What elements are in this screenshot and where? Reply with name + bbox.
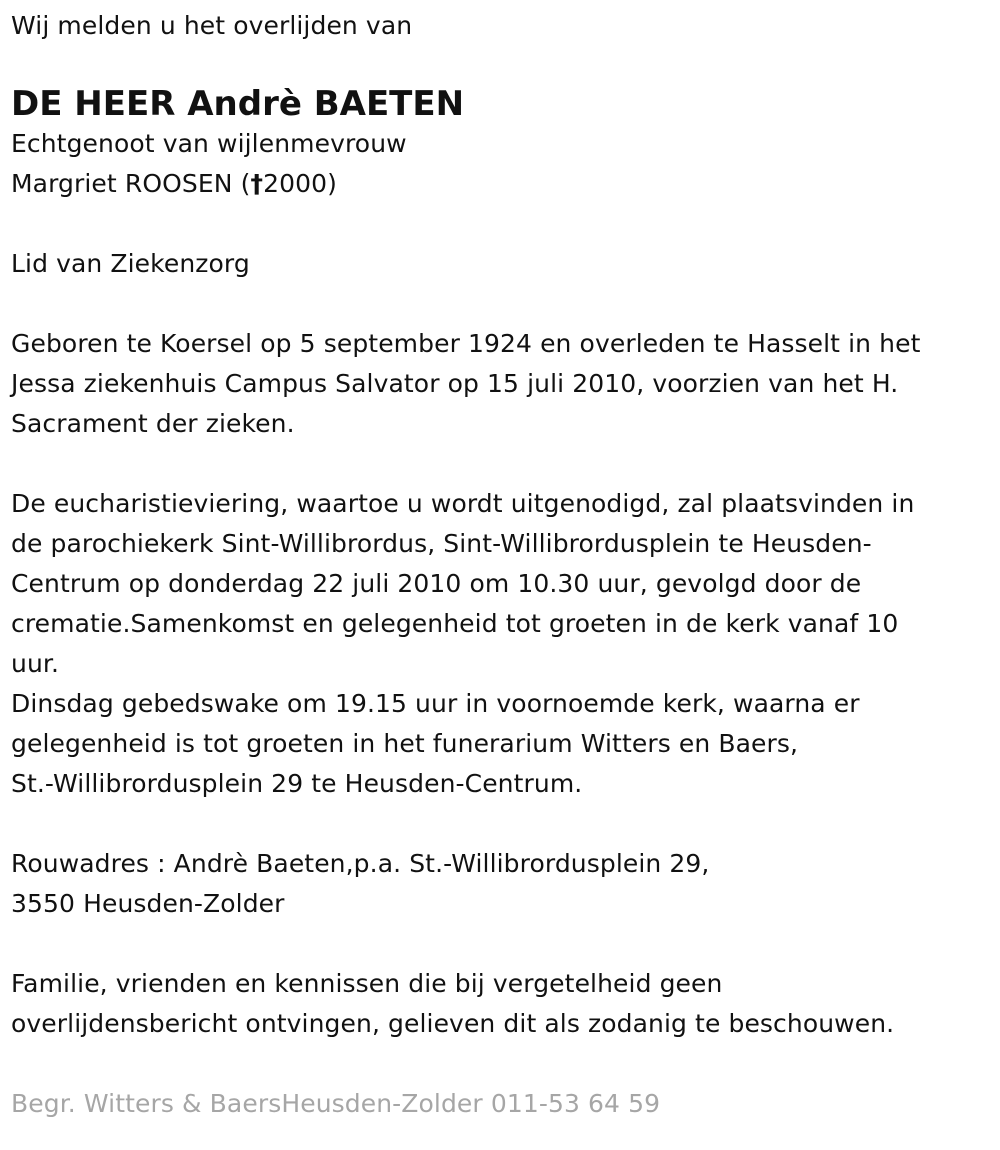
paragraph-line: de parochiekerk Sint-Willibrordus, Sint-Willibrordusplein te Heusden-	[11, 529, 872, 558]
paragraph-line: Sacrament der zieken.	[11, 409, 295, 438]
spacer	[11, 204, 1000, 244]
paragraph-line: Dinsdag gebedswake om 19.15 uur in voornoemde kerk, waarna er	[11, 689, 860, 718]
birth-death-paragraph	[11, 324, 1000, 444]
paragraph-line: Jessa ziekenhuis Campus Salvator op 15 juli 2010, voorzien van het H.	[11, 369, 899, 398]
deceased-name: DE HEER Andrè BAETEN	[11, 84, 465, 124]
spouse-name: Margriet ROOSEN (	[11, 169, 251, 198]
mourning-address	[11, 844, 1000, 924]
cross-icon: †	[250, 169, 264, 198]
spouse-line-2	[11, 164, 1000, 204]
paragraph-line: uur.	[11, 649, 60, 678]
paragraph-line: Familie, vrienden en kennissen die bij vergetelheid geen	[11, 969, 723, 998]
ceremony-paragraph	[11, 484, 1000, 804]
paragraph-line: crematie.Samenkomst en gelegenheid tot groeten in de kerk vanaf 10	[11, 609, 899, 638]
paragraph-line: De eucharistieviering, waartoe u wordt uitgenodigd, zal plaatsvinden in	[11, 489, 915, 518]
spacer	[11, 924, 1000, 964]
notice-paragraph	[11, 964, 1000, 1044]
spacer	[11, 444, 1000, 484]
paragraph-line: Geboren te Koersel op 5 september 1924 en overleden te Hasselt in het	[11, 329, 921, 358]
spacer	[11, 1044, 1000, 1084]
spouse-death-year: 2000)	[263, 169, 337, 198]
paragraph-line: gelegenheid is tot groeten in het funerarium Witters en Baers,	[11, 729, 799, 758]
spacer	[11, 804, 1000, 844]
membership-text: Lid van Ziekenzorg	[11, 249, 250, 278]
paragraph-line: St.-Willibrordusplein 29 te Heusden-Centrum.	[11, 769, 583, 798]
intro-text: Wij melden u het overlijden van	[11, 11, 413, 40]
spouse-line-1: Echtgenoot van wijlenmevrouw	[11, 129, 407, 158]
address-line: Rouwadres : Andrè Baeten,p.a. St.-Willibrordusplein 29,	[11, 849, 710, 878]
spacer	[11, 284, 1000, 324]
paragraph-line: Centrum op donderdag 22 juli 2010 om 10.30 uur, gevolgd door de	[11, 569, 862, 598]
funeral-home-footer: Begr. Witters & BaersHeusden-Zolder 011-53 64 59	[11, 1089, 661, 1118]
address-line: 3550 Heusden-Zolder	[11, 889, 285, 918]
paragraph-line: overlijdensbericht ontvingen, gelieven dit als zodanig te beschouwen.	[11, 1009, 895, 1038]
